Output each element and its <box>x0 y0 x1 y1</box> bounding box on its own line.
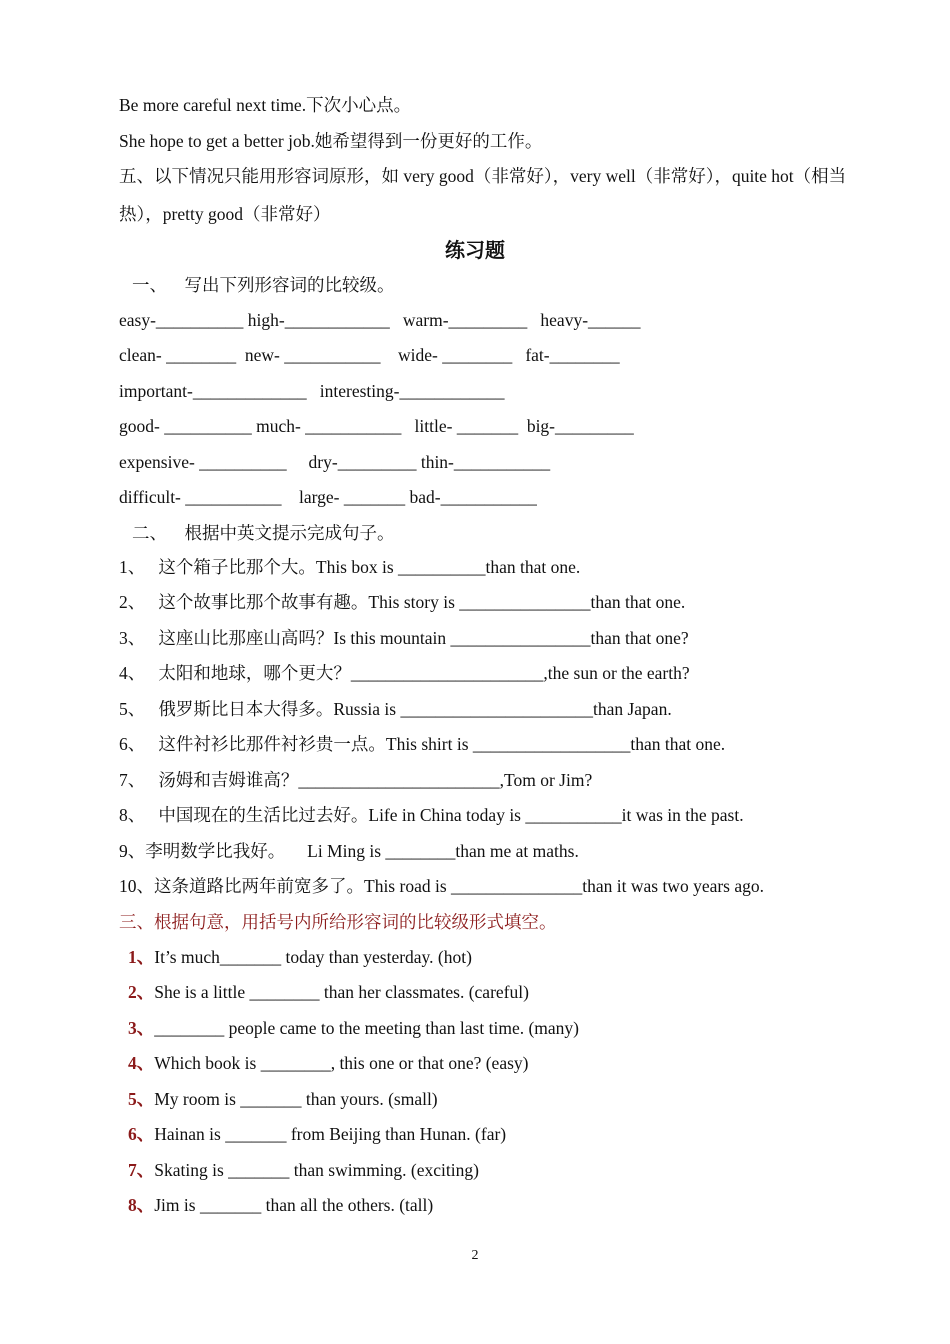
item-text: ________ people came to the meeting than last time. (many) <box>154 1018 579 1038</box>
exercise-item: 9、李明数学比我好。 Li Ming is ________than me at maths. <box>119 841 579 861</box>
item-text: She is a little ________ than her classmates. (careful) <box>154 982 529 1002</box>
item-number: 1、 <box>128 947 155 967</box>
item-text: Skating is _______ than swimming. (exciting) <box>154 1160 479 1180</box>
adjective-row: clean- ________ new- ___________ wide- ________ fat-________ <box>119 345 620 365</box>
item-number: 8、 <box>128 1195 155 1215</box>
exercise-item <box>128 1087 438 1111</box>
page-title: 练习题 <box>445 238 505 262</box>
adjective-row: important-_____________ interesting-____________ <box>119 381 505 401</box>
item-text: Jim is _______ than all the others. (tall) <box>154 1195 434 1215</box>
adjective-row: expensive- __________ dry-_________ thin-___________ <box>119 452 551 472</box>
exercise-item: 8、 中国现在的生活比过去好。Life in China today is ___________it was in the past. <box>119 805 744 825</box>
item-text: Which book is ________, this one or that one? (easy) <box>154 1053 529 1073</box>
intro-line: 热），pretty good（非常好） <box>119 204 331 224</box>
exercise-item: 10、这条道路比两年前宽多了。This road is _______________than it was two years ago. <box>119 876 765 896</box>
exercise-item: 6、 这件衬衫比那件衬衫贵一点。This shirt is __________________than that one. <box>119 734 726 754</box>
page-number: 2 <box>471 1248 479 1263</box>
exercise-item: 3、 这座山比那座山高吗？Is this mountain ________________than that one? <box>119 628 689 648</box>
exercise-item: 1、 这个箱子比那个大。This box is __________than that one. <box>119 557 581 577</box>
item-number: 4、 <box>128 1053 155 1073</box>
adjective-row: easy-__________ high-____________ warm-_________ heavy-______ <box>119 310 641 330</box>
item-number: 2、 <box>128 982 155 1002</box>
exercise-item <box>128 1158 479 1182</box>
item-number: 6、 <box>128 1124 155 1144</box>
item-text: It’s much_______ today than yesterday. (hot) <box>154 947 472 967</box>
exercise-item <box>128 1051 528 1075</box>
intro-line: Be more careful next time.下次小心点。 <box>119 95 412 115</box>
exercise-item <box>128 1122 506 1146</box>
part1-heading: 一、 写出下列形容词的比较级。 <box>132 275 395 295</box>
exercise-item <box>128 1016 579 1040</box>
intro-line: She hope to get a better job.她希望得到一份更好的工作。 <box>119 131 543 151</box>
item-number: 3、 <box>128 1018 155 1038</box>
part3-heading: 三、根据句意，用括号内所给形容词的比较级形式填空。 <box>119 912 557 932</box>
exercise-item <box>128 945 472 969</box>
exercise-item <box>128 1193 433 1217</box>
item-text: My room is _______ than yours. (small) <box>154 1089 438 1109</box>
item-number: 7、 <box>128 1160 155 1180</box>
adjective-row: difficult- ___________ large- _______ bad-___________ <box>119 487 537 507</box>
item-number: 5、 <box>128 1089 155 1109</box>
exercise-item: 7、 汤姆和吉姆谁高？_______________________,Tom or Jim? <box>119 770 593 790</box>
exercise-item: 2、 这个故事比那个故事有趣。This story is _______________than that one. <box>119 592 686 612</box>
exercise-item: 5、 俄罗斯比日本大得多。Russia is ______________________than Japan. <box>119 699 672 719</box>
part2-heading: 二、 根据中英文提示完成句子。 <box>132 523 395 543</box>
exercise-item <box>128 980 529 1004</box>
adjective-row: good- __________ much- ___________ little- _______ big-_________ <box>119 416 634 436</box>
item-text: Hainan is _______ from Beijing than Hunan. (far) <box>154 1124 507 1144</box>
exercise-item: 4、 太阳和地球，哪个更大？______________________,the sun or the earth? <box>119 663 690 683</box>
intro-line: 五、以下情况只能用形容词原形，如 very good（非常好），very well（非常好），quite hot（相当 <box>119 166 847 186</box>
